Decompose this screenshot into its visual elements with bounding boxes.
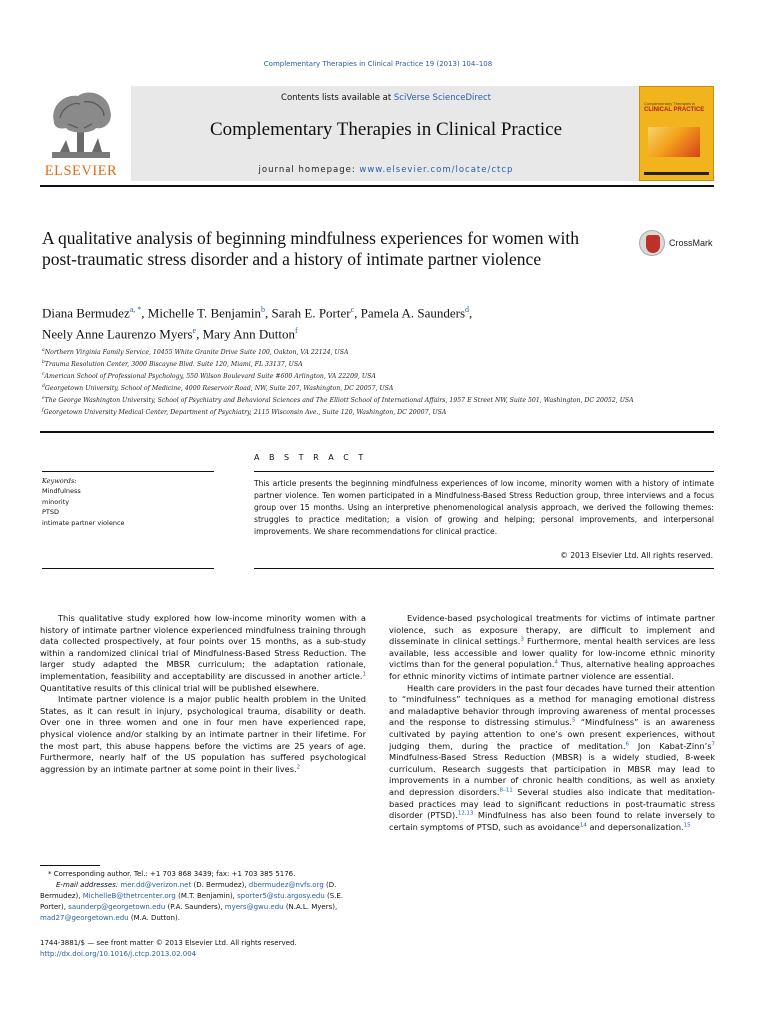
affiliation-list	[42, 346, 682, 418]
journal-masthead	[40, 86, 714, 181]
doi-link[interactable]: http://dx.doi.org/10.1016/j.ctcp.2013.02.004	[40, 950, 197, 958]
paragraph-text: Furthermore, mental health services are less available, less accessible and lower quality for low-income ethnic minority victims than for the general population.	[389, 636, 716, 670]
affiliation-marker: f	[42, 407, 44, 413]
affiliation-item	[42, 358, 682, 370]
journal-homepage	[131, 165, 641, 175]
citation-reference[interactable]: 2	[296, 763, 301, 770]
paragraph-text: Thus, alternative healing approaches for ethnic minority victims of intimate partner violence are essential.	[389, 659, 715, 681]
author-list	[42, 301, 662, 344]
author-name[interactable]: Michelle T. Benjamin	[147, 305, 262, 321]
homepage-prefix: journal homepage:	[258, 165, 360, 175]
journal-title: Complementary Therapies in Clinical Practice	[209, 119, 563, 140]
article-footer	[40, 938, 370, 960]
affiliation-text: Georgetown University Medical Center, Department of Psychiatry, 2115 Wisconsin Ave., Suite 120, Washington, DC 20007, USA	[43, 408, 447, 416]
author-affiliation-marker[interactable]: f	[295, 326, 298, 336]
citation-reference[interactable]: 4	[554, 659, 558, 666]
email-owner: (N.A.L. Myers),	[283, 903, 338, 911]
body-paragraph	[40, 694, 366, 775]
paragraph-text: Several studies also indicate that meditation-based practices may lead to significant reductions in post-traumatic stress disorder (PTSD).	[389, 786, 715, 821]
keyword-item: intimate partner violence	[42, 518, 125, 527]
cover-footer-bar	[644, 172, 709, 175]
abstract-heading: A B S T R A C T	[254, 453, 367, 462]
paragraph-text: Quantitative results of this clinical trial will be published elsewhere.	[40, 682, 320, 693]
author-affiliation-marker[interactable]: d	[465, 305, 469, 314]
email-link[interactable]: MichelleB@thetrcenter.org	[82, 892, 176, 900]
contents-prefix: Contents lists available at	[281, 93, 394, 103]
email-owner: (P.A. Saunders),	[165, 903, 225, 911]
citation-reference[interactable]: 5	[572, 717, 576, 724]
affiliation-item	[42, 346, 682, 358]
author-separator: ,	[265, 305, 272, 321]
citation-reference[interactable]: 6	[625, 740, 630, 747]
footnote-rule	[40, 865, 100, 866]
abstract-text: This article presents the beginning mindfulness experiences of low income, minority women with a history of intimate partner violence. Ten women participated in a Mindfulness-Based Stress Reduction group, three interviews and a focus group over 15 months. Using an interpretive phenomenological analysis approach, we derived the following themes: struggles to practice meditation; a vision of growing and helping; personal improvements, and interpersonal improvements. We share recommendations for clinical practice.	[254, 479, 714, 536]
affiliation-marker: e	[42, 395, 45, 401]
paragraph-text: “Mindfulness” is an awareness cultivated by paying attention to one’s own present experiences, without judging them, during the practice of meditation.	[389, 717, 715, 751]
author-affiliation-marker[interactable]: e	[192, 326, 197, 336]
header-rule	[40, 185, 714, 187]
publisher-name: ELSEVIER	[44, 163, 118, 179]
body-column-right	[389, 613, 715, 833]
paragraph-text: Jon Kabat-Zinn’s	[629, 740, 712, 751]
affiliation-marker: c	[42, 371, 45, 377]
keyword-list	[42, 486, 214, 528]
journal-citation[interactable]: Complementary Therapies in Clinical Practice 19 (2013) 104–108	[263, 60, 493, 68]
keyword-item: minority	[42, 497, 70, 506]
issn-line: 1744-3881/$ — see front matter © 2013 Elsevier Ltd. All rights reserved.	[40, 939, 297, 947]
elsevier-logo[interactable]	[40, 86, 122, 181]
abstract-copyright: © 2013 Elsevier Ltd. All rights reserved.	[560, 551, 713, 560]
email-owner: (D. Bermudez),	[40, 881, 337, 900]
author-affiliation-marker[interactable]: c	[350, 305, 355, 314]
body-column-left	[40, 613, 366, 775]
author-affiliation-marker[interactable]: a, *	[129, 305, 142, 314]
affiliation-text: Northern Virginia Family Service, 10455 White Granite Drive Suite 100, Oakton, VA 22124, USA	[44, 349, 349, 357]
author-name[interactable]: Diana Bermudez	[42, 305, 130, 321]
sciencedirect-link[interactable]: SciVerse ScienceDirect	[393, 93, 491, 103]
affiliation-item	[42, 382, 682, 394]
email-link[interactable]: dbermudez@nvfs.org	[248, 881, 324, 889]
email-owner: (M.T. Benjamin),	[175, 892, 238, 900]
article-info-panel	[42, 471, 214, 528]
affiliation-item	[42, 394, 682, 406]
email-link[interactable]: sporter5@stu.argosy.edu	[237, 892, 325, 900]
author-separator: ,	[469, 305, 473, 321]
citation-reference[interactable]: 1	[362, 671, 366, 678]
paragraph-text: Evidence-based psychological treatments for victims of intimate partner violence, such as exposure therapy, are difficult to implement and disseminate in clinical settings.	[389, 613, 715, 647]
affiliation-marker: a	[42, 348, 45, 353]
cover-top-text: Complementary Therapies in	[644, 101, 696, 106]
body-paragraph	[389, 683, 715, 834]
affiliation-item	[42, 370, 682, 382]
body-paragraph	[40, 613, 366, 694]
citation-reference[interactable]: 15	[683, 821, 691, 828]
email-addresses	[40, 880, 370, 924]
keyword-item: PTSD	[42, 508, 60, 516]
article-info-bottom-rule	[42, 568, 214, 569]
email-link[interactable]: mad27@georgetown.edu	[40, 914, 129, 922]
cover-title-text: CLINICAL PRACTICE	[644, 107, 705, 113]
crossmark-icon	[639, 230, 665, 256]
affiliation-marker: b	[42, 359, 45, 365]
crossmark-badge[interactable]	[639, 230, 719, 256]
email-owner: (D. Bermudez),	[191, 881, 249, 889]
citation-reference[interactable]: 7	[711, 740, 715, 747]
cover-artwork	[648, 127, 700, 157]
citation-reference[interactable]: 14	[579, 821, 587, 828]
email-link[interactable]: saunderp@georgetown.edu	[68, 903, 166, 911]
contents-availability	[131, 93, 641, 103]
article-title: A qualitative analysis of beginning mindfulness experiences for women with post-traumatic stress disorder and a history of intimate partner violence	[42, 228, 580, 269]
affiliation-marker: d	[42, 383, 45, 389]
paragraph-text: Health care providers in the past four decades have turned their attention to “mindfulness” techniques as a method for managing emotional distress and maladaptive behavior through improving awareness of mental processes and the response to distressing stimulus.	[389, 682, 715, 728]
author-separator: ,	[141, 305, 148, 321]
corresponding-author: * Corresponding author. Tel.: +1 703 868 3439; fax: +1 703 385 5176.	[48, 870, 296, 878]
author-name[interactable]: Pamela A. Saunders	[360, 305, 465, 321]
affiliation-item	[42, 406, 682, 418]
body-paragraph	[389, 613, 715, 683]
email-owner: (S.E. Porter),	[40, 892, 344, 911]
author-separator: ,	[354, 305, 361, 321]
elsevier-tree-icon	[48, 88, 114, 160]
email-link[interactable]: myers@gwu.edu	[224, 903, 284, 911]
affiliation-text: The George Washington University, School of Psychiatry and Behavioral Sciences and The Elliott School of International Affairs, 1957 E Street NW, Suite 501, Washington, DC 20052, USA	[44, 396, 634, 404]
journal-cover-image[interactable]	[639, 86, 714, 181]
affiliations-rule	[40, 431, 714, 433]
citation-reference[interactable]: 8–11	[499, 787, 513, 794]
paragraph-text: This qualitative study explored how low-income minority women with a history of intimate partner violence experienced mindfulness training through data collected prospectively, at four points over 15 months, as a sub-study within a randomized clinical trial of Mindfulness-Based Stress Reduction. The larger study adapted the MBSR curriculum; the adaptation rationale, implementation, feasibility and acceptability are discussed in another article.	[40, 613, 366, 681]
email-label: E-mail addresses:	[56, 881, 121, 889]
affiliation-text: Trauma Resolution Center, 3000 Biscayne Blvd. Suite 120, Miami, FL 33137, USA	[44, 361, 303, 369]
homepage-link[interactable]: www.elsevier.com/locate/ctcp	[359, 165, 514, 175]
journal-info-box	[131, 86, 641, 181]
paragraph-text: Mindfulness-Based Stress Reduction (MBSR) is a widely studied, 8-week curriculum. Research suggests that participation in MBSR may lead to improvements in a number of chronic health conditions, as well as anxiety and depression disorders.	[389, 752, 715, 797]
author-separator: ,	[196, 326, 203, 342]
paragraph-text: Mindfulness has also been found to relate inversely to certain symptoms of PTSD, such as avoidance	[389, 810, 715, 832]
citation-reference[interactable]: 12,13	[457, 810, 474, 817]
paragraph-text: and depersonalization.	[586, 821, 684, 832]
citation-reference[interactable]: 3	[520, 636, 524, 643]
keywords-label: Keywords:	[42, 477, 77, 485]
affiliation-text: Georgetown University, School of Medicine, 4000 Reservoir Road, NW, Suite 207, Washington, DC 20057, USA	[44, 384, 394, 392]
email-link[interactable]: mer.dd@verizon.net	[120, 881, 192, 889]
abstract-bottom-rule	[254, 568, 714, 569]
crossmark-label: CrossMark	[669, 238, 713, 248]
paragraph-text: Intimate partner violence is a major public health problem in the United States, as it can result in injury, psychological trauma, disability or death. Over one in three women and one in four men have experienced rape, physical violence and/or stalking by an intimate partner in their lifetime. For the most part, this abuse happens before the victims are 25 years of age. Furthermore, nearly half of the US population has suffered psychological aggression by an intimate partner at some point in their lives.	[40, 694, 366, 774]
abstract-top-rule	[254, 471, 714, 472]
author-name[interactable]: Sarah E. Porter	[271, 305, 351, 321]
author-name[interactable]: Mary Ann Dutton	[202, 326, 296, 342]
keyword-item: Mindfulness	[42, 487, 81, 495]
author-name[interactable]: Neely Anne Laurenzo Myers	[42, 326, 193, 342]
email-owner: (M.A. Dutton).	[128, 914, 180, 922]
author-affiliation-marker[interactable]: b	[261, 305, 266, 314]
correspondence-footnote	[40, 869, 370, 924]
affiliation-text: American School of Professional Psychology, 550 Wilson Boulevard Suite #600 Arlington, VA 22209, USA	[44, 373, 376, 380]
